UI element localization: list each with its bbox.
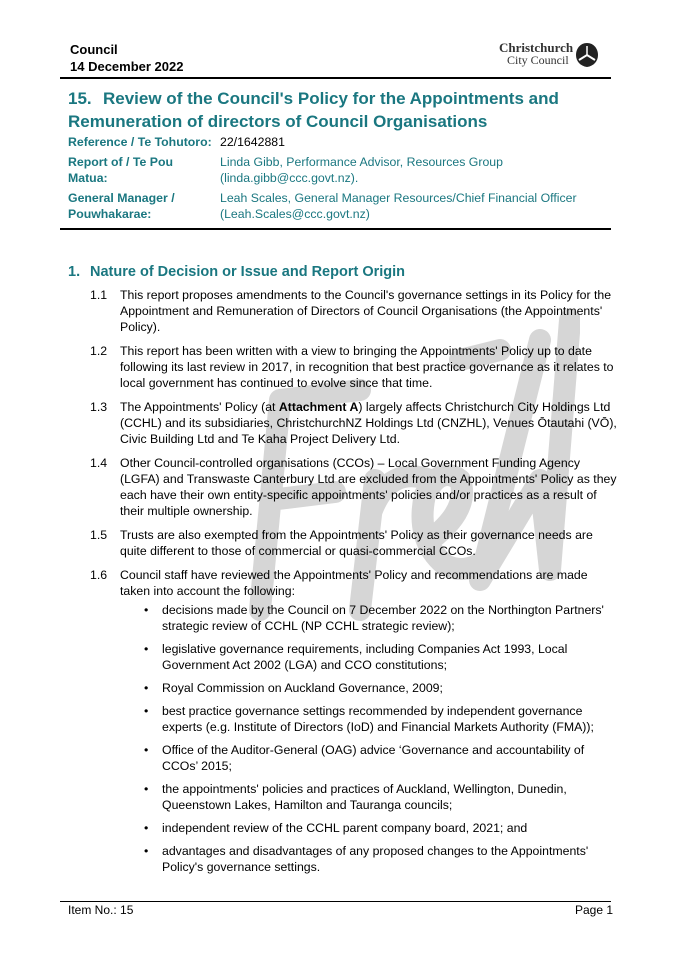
header-date: 14 December 2022 [70,59,184,74]
list-item-text: independent review of the CCHL parent company board, 2021; and [162,821,528,835]
paragraph-text [120,399,620,447]
page-title [68,87,608,133]
footer-page-number: Page 1 [575,903,614,917]
list-item-text: best practice governance settings recommended by independent governance experts (e.g. Institute of Directors (IoD) and Financial Markets Authority (FMA)); [162,704,594,734]
title-number: 15. [68,89,92,108]
paragraph-number: 1.2 [90,344,108,358]
list-item [120,781,620,813]
paragraph [90,567,620,882]
header-council: Council [70,42,118,57]
bullet-icon: • [144,844,149,858]
list-item [120,602,620,634]
bullet-icon: • [144,821,149,835]
bullet-icon: • [144,704,149,718]
paragraph-text: This report proposes amendments to the Council's governance settings in its Policy for the Appointment and Remuneration of Directors of Council Organisations (the Appointments' Policy). [120,288,612,334]
paragraph-text: Trusts are also exempted from the Appointments' Policy as their governance needs are quite different to those of commercial or quasi-commercial CCOs. [120,528,593,558]
bullet-icon: • [144,681,149,695]
meta-reference-value: 22/1642881 [220,135,285,149]
paragraph [90,527,620,559]
section-heading-text: Nature of Decision or Issue and Report Origin [90,264,406,280]
meta-report-value: Linda Gibb, Performance Advisor, Resources Group (linda.gibb@ccc.govt.nz). [220,154,503,185]
paragraph-number: 1.5 [90,528,108,542]
meta-report-label: Report of / Te Pou Matua: [68,154,173,185]
bullet-icon: • [144,743,149,757]
section-number: 1. [68,264,81,280]
meta-gm-value: Leah Scales, General Manager Resources/Chief Financial Officer (Leah.Scales@ccc.govt.nz) [220,190,577,221]
title-text: Review of the Council's Policy for the Appointments and Remuneration of directors of Council Organisations [68,89,559,131]
meta-gm-label: General Manager / Pouwhakarae: [68,190,175,221]
list-item [120,843,620,875]
list-item-text: advantages and disadvantages of any proposed changes to the Appointments' Policy's governance settings. [162,844,589,874]
paragraph [90,399,620,447]
paragraph [90,455,620,519]
document-header [70,41,183,75]
bullet-icon: • [144,642,149,656]
meta-reference-label: Reference / Te Tohutoro: [68,135,212,149]
footer-item-number: Item No.: 15 [68,903,134,917]
section-heading [68,264,405,280]
paragraph-text-block [120,567,620,882]
report-metadata [68,134,608,226]
paragraph-number: 1.4 [90,456,108,470]
list-item [120,742,620,774]
bullet-icon: • [144,782,149,796]
meta-reference-row [68,134,608,151]
list-item [120,641,620,673]
list-item-text: Royal Commission on Auckland Governance, 2009; [162,681,443,695]
paragraph-number: 1.3 [90,400,108,414]
list-item [120,680,620,696]
paragraph-number: 1.1 [90,288,108,302]
logo-text-christchurch: Christchurch [499,40,574,55]
metadata-rule [60,228,611,230]
christchurch-logo [493,40,603,70]
section-body [90,287,620,890]
bullet-icon: • [144,603,149,617]
list-item [120,820,620,836]
meta-report-row [68,154,608,187]
list-item [120,703,620,735]
paragraph-text-pre: The Appointments' Policy (at [120,400,279,414]
list-item-text: decisions made by the Council on 7 December 2022 on the Northington Partners' strategic review of CCHL (NP CCHL strategic review); [162,603,604,633]
paragraph-number: 1.6 [90,568,108,582]
paragraph-text: This report has been written with a view to bringing the Appointments' Policy up to date following its last review in 2017, in recognition that best practice governance as it relates to local government has continued to evolve since that time. [120,344,614,390]
logo-emblem-icon [575,42,599,68]
paragraph-text: Other Council-controlled organisations (CCOs) – Local Government Funding Agency (LGFA) and Transwaste Canterbury Ltd are excluded from the Appointments' Policy as they each have their own entity-specific appointments' policies and/or practices as a result of their multiple ownership. [120,456,617,518]
header-rule [60,77,611,79]
logo-text-city-council: City Council [507,53,569,67]
paragraph [90,343,620,391]
footer-rule [60,901,611,902]
list-item-text: the appointments' policies and practices of Auckland, Wellington, Dunedin, Queenstown Lakes, Hamilton and Tauranga councils; [162,782,567,812]
list-item-text: Office of the Auditor-General (OAG) advice ‘Governance and accountability of CCOs’ 2015; [162,743,585,773]
paragraph-text-post: ) largely affects Christchurch City Holdings Ltd (CCHL) and its subsidiaries, ChristchurchNZ Holdings Ltd (CNZHL), Venues Ōtautahi (VŌ), Civic Building Ltd and Te Kaha Project Delivery Ltd. [120,400,617,446]
meta-gm-row [68,190,608,223]
bullet-list [120,602,620,875]
paragraph-text: Council staff have reviewed the Appointments' Policy and recommendations are made taken into account the following: [120,568,588,598]
paragraph [90,287,620,335]
list-item-text: legislative governance requirements, including Companies Act 1993, Local Government Act 2002 (LGA) and CCO constitutions; [162,642,568,672]
attachment-a-reference: Attachment A [278,400,359,414]
